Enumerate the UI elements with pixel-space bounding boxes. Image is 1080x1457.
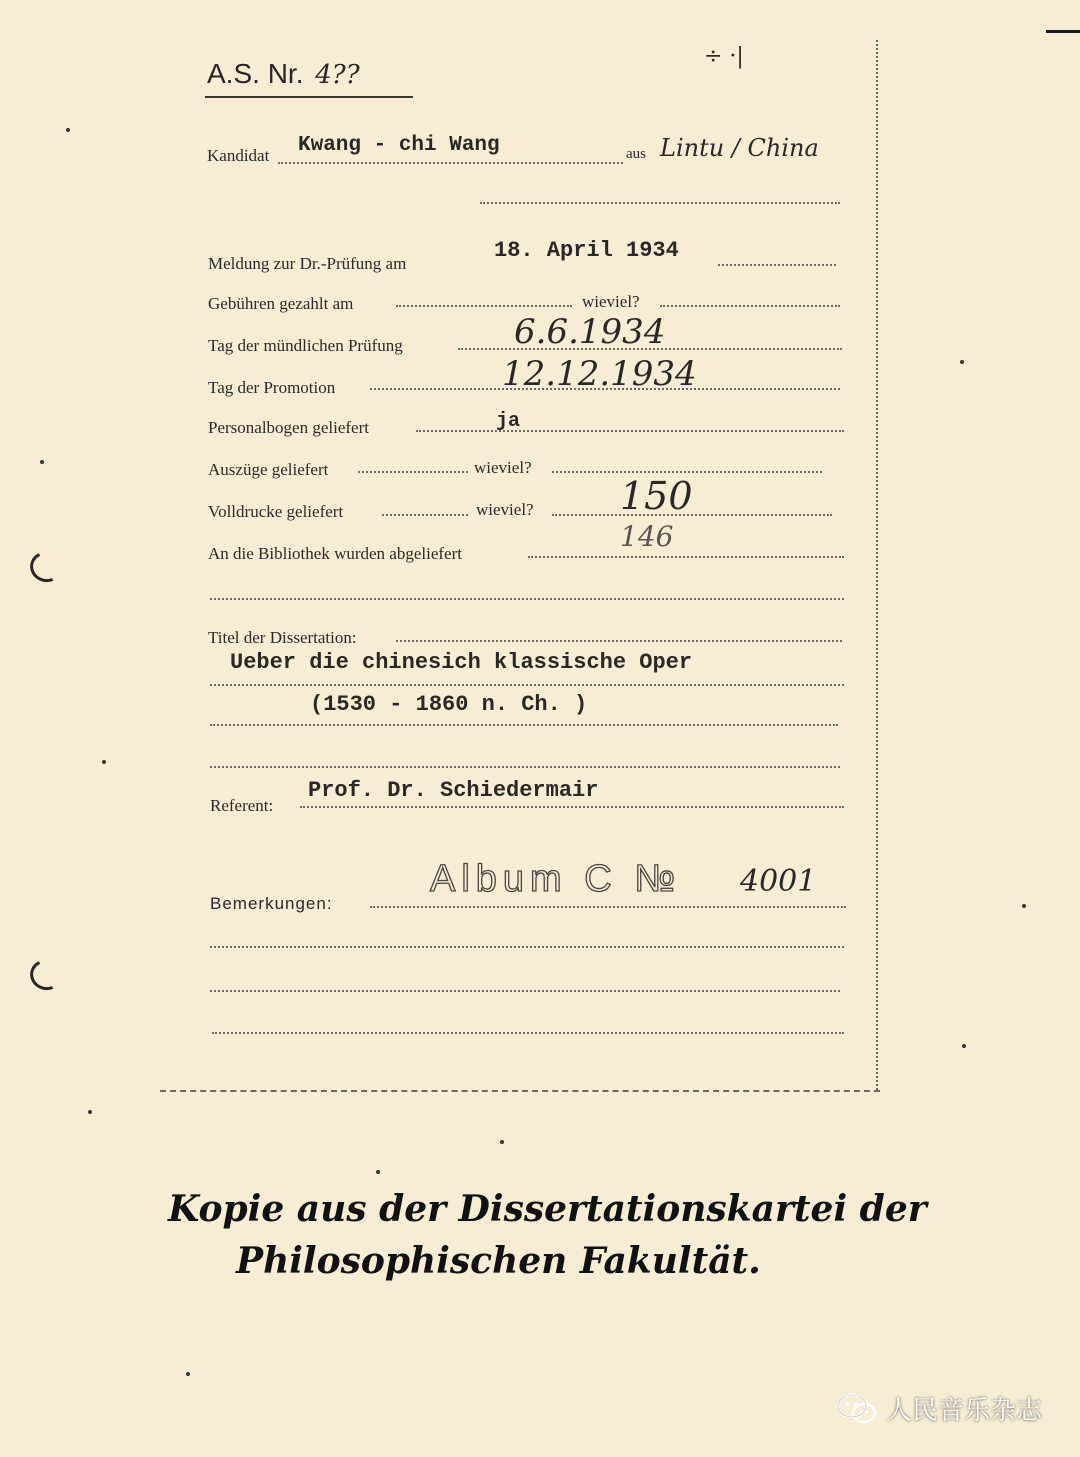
tag-promotion-value: 12.12.1934 (502, 354, 697, 394)
tag-muendlich-label: Tag der mündlichen Prüfung (208, 336, 403, 355)
as-nr-label: A.S. Nr. 4?? (207, 58, 360, 90)
titel-line-3-dots (210, 766, 840, 768)
bibliothek-value: 146 (620, 520, 674, 553)
speck (962, 1044, 966, 1048)
bemerkungen-label: Bemerkungen: (210, 894, 333, 913)
watermark-text: 人民音乐杂志 (886, 1396, 1043, 1426)
speck (66, 128, 70, 132)
kandidat-value: Kwang - chi Wang (298, 134, 500, 157)
aus-value: Lintu / China (660, 134, 819, 162)
titel-line-2-dots (210, 724, 838, 726)
bibliothek-label: An die Bibliothek wurden abgeliefert (208, 544, 462, 563)
as-nr-underline (205, 96, 413, 98)
volldrucke-label: Volldrucke geliefert (208, 502, 344, 521)
gebuehren-wieviel-dots (660, 305, 840, 307)
speck (376, 1170, 380, 1174)
speck (88, 1110, 92, 1114)
tag-promotion-label: Tag der Promotion (208, 378, 336, 397)
corner-mark (1046, 30, 1080, 33)
album-stamp-number: 4001 (740, 864, 817, 899)
referent-dots (300, 806, 844, 808)
referent-value: Prof. Dr. Schiedermair (308, 778, 599, 803)
meldung-value: 18. April 1934 (494, 238, 679, 263)
aus-label: aus (626, 146, 646, 162)
auszuege-wieviel-label: wieviel? (474, 458, 532, 477)
wechat-icon (836, 1392, 878, 1426)
card-edge-bottom (160, 1090, 880, 1092)
blank-line-2 (210, 946, 844, 948)
speck (1022, 904, 1026, 908)
volldrucke-wieviel-label: wieviel? (476, 500, 534, 519)
titel-label: Titel der Dissertation: (208, 628, 357, 647)
aus-continuation-dots (480, 202, 840, 204)
volldrucke-value: 150 (620, 474, 693, 518)
album-stamp (430, 858, 681, 901)
titel-line-1: Ueber die chinesich klassische Oper (230, 650, 693, 675)
personalbogen-value: ja (496, 410, 521, 433)
auszuege-dots (358, 471, 468, 473)
bibliothek-dots (528, 556, 844, 558)
titel-line-1-dots (210, 684, 844, 686)
speck (186, 1372, 190, 1376)
personalbogen-dots (416, 430, 844, 432)
footer-note-line-2: Philosophischen Fakultät. (236, 1240, 761, 1282)
volldrucke-dots (382, 514, 468, 516)
personalbogen-label: Personalbogen geliefert (208, 418, 369, 437)
bemerkungen-dots (370, 906, 846, 908)
meldung-dots (718, 264, 836, 266)
speck (960, 360, 964, 364)
album-stamp-text: Album C № (430, 858, 682, 900)
kandidat-label: Kandidat (207, 146, 270, 165)
speck (102, 760, 106, 764)
punch-mark (26, 955, 66, 994)
auszuege-wieviel-dots (552, 471, 822, 473)
speck (40, 460, 44, 464)
titel-line-2: (1530 - 1860 n. Ch. ) (310, 692, 588, 717)
referent-label: Referent: (210, 796, 274, 815)
tag-muendlich-value: 6.6.1934 (514, 312, 666, 352)
gebuehren-dots (396, 305, 572, 307)
titel-dots (396, 640, 842, 642)
speck (500, 1140, 504, 1144)
footer-note-line-1: Kopie aus der Dissertationskartei der (168, 1188, 927, 1230)
as-nr-value: 4?? (315, 60, 360, 90)
top-right-mark: ÷ ·| (704, 44, 744, 69)
card-edge-right (876, 40, 878, 1090)
auszuege-label: Auszüge geliefert (208, 460, 329, 479)
blank-line-4 (212, 1032, 844, 1034)
blank-line-1 (210, 598, 844, 600)
gebuehren-wieviel-label: wieviel? (582, 292, 640, 311)
gebuehren-label: Gebühren gezahlt am (208, 294, 354, 313)
meldung-label: Meldung zur Dr.-Prüfung am (208, 254, 407, 273)
blank-line-3 (210, 990, 840, 992)
punch-mark (26, 547, 66, 586)
watermark (836, 1390, 1042, 1427)
kandidat-dots (278, 162, 623, 164)
